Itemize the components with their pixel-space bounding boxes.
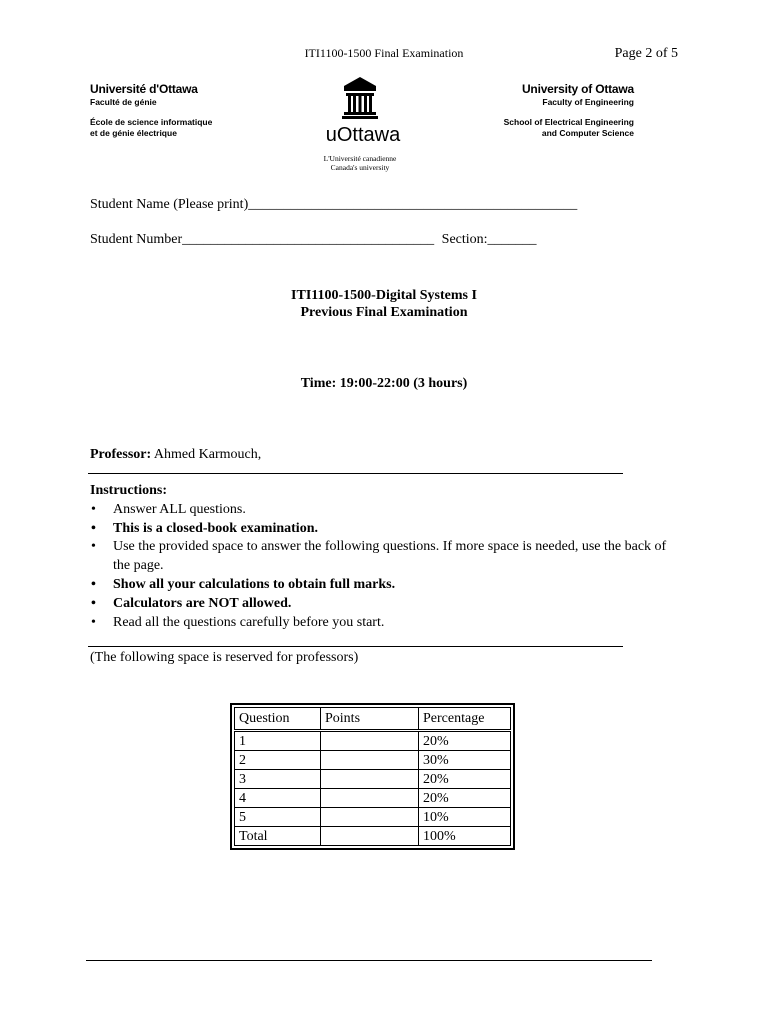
section-input[interactable]: Section:_______ [441, 232, 537, 247]
school-name-en-line2: and Computer Science [541, 128, 634, 138]
instruction-item: • This is a closed-book examination. [90, 520, 670, 539]
uottawa-wordmark: uOttawa [325, 124, 401, 146]
table-row [235, 731, 511, 751]
question-cell: 2 [235, 751, 321, 770]
footer-rule [86, 960, 652, 961]
tagline-fr: L'Université canadienne [323, 154, 397, 163]
table-row [235, 770, 511, 789]
instruction-item: • Read all the questions carefully before you start. [90, 614, 670, 633]
percentage-cell: 10% [419, 808, 511, 827]
school-name-fr [90, 117, 212, 139]
exam-time: Time: 19:00-22:00 (3 hours) [300, 376, 468, 391]
points-cell[interactable] [321, 751, 419, 770]
instruction-item: • Answer ALL questions. [90, 501, 670, 520]
percentage-cell: 20% [419, 770, 511, 789]
table-row-total [235, 827, 511, 846]
percentage-cell: 100% [419, 827, 511, 846]
school-name-fr-line1: École de science informatique [90, 117, 213, 127]
faculty-name-en: Faculty of Engineering [542, 97, 634, 107]
instructions-block [90, 482, 670, 632]
instruction-item: • Calculators are NOT allowed. [90, 595, 670, 614]
student-number-input[interactable]: Student Number____________________________________ [90, 232, 435, 247]
percentage-cell: 30% [419, 751, 511, 770]
instruction-item: • Use the provided space to answer the following questions. If more space is needed, use the back of the page. [90, 538, 670, 576]
student-name-field[interactable]: Student Name (Please print)_______________________________________________ [90, 197, 578, 212]
points-cell[interactable] [321, 731, 419, 751]
percentage-cell: 20% [419, 731, 511, 751]
student-number-field [90, 232, 537, 248]
points-cell[interactable] [321, 789, 419, 808]
column-header-points: Points [321, 708, 419, 731]
uottawa-tagline [300, 154, 420, 172]
running-header: ITI1100-1500 Final Examination [304, 46, 464, 60]
school-name-fr-line2: et de génie électrique [90, 128, 177, 138]
table-row [235, 751, 511, 770]
divider-top [88, 473, 623, 474]
points-cell[interactable] [321, 770, 419, 789]
points-cell[interactable] [321, 827, 419, 846]
table-row [235, 808, 511, 827]
reserved-note: (The following space is reserved for professors) [90, 650, 359, 665]
score-table [234, 707, 511, 846]
score-table-frame [230, 703, 515, 850]
table-row [235, 789, 511, 808]
question-cell: 5 [235, 808, 321, 827]
page-number: Page 2 of 5 [614, 46, 678, 61]
instructions-list [90, 501, 670, 633]
professor-line [90, 447, 261, 463]
instructions-heading: Instructions: [90, 483, 168, 498]
divider-bottom [88, 646, 623, 647]
school-name-en [504, 117, 634, 139]
course-title: ITI1100-1500-Digital Systems I [291, 288, 477, 303]
percentage-cell: 20% [419, 789, 511, 808]
column-header-percentage: Percentage [419, 708, 511, 731]
uottawa-building-logo-icon [342, 76, 378, 120]
professor-label: Professor: [90, 447, 152, 462]
question-cell: Total [235, 827, 321, 846]
question-cell: 4 [235, 789, 321, 808]
university-name-en: University of Ottawa [521, 82, 634, 96]
university-name-fr: Université d'Ottawa [90, 82, 198, 96]
faculty-name-fr: Faculté de génie [90, 97, 157, 107]
exam-title: Previous Final Examination [300, 305, 468, 320]
question-cell: 3 [235, 770, 321, 789]
question-cell: 1 [235, 731, 321, 751]
table-header-row [235, 708, 511, 731]
instruction-item: • Show all your calculations to obtain full marks. [90, 576, 670, 595]
points-cell[interactable] [321, 808, 419, 827]
school-name-en-line1: School of Electrical Engineering [503, 117, 634, 127]
column-header-question: Question [235, 708, 321, 731]
professor-name: Ahmed Karmouch, [151, 447, 262, 462]
tagline-en: Canada's university [330, 163, 390, 172]
